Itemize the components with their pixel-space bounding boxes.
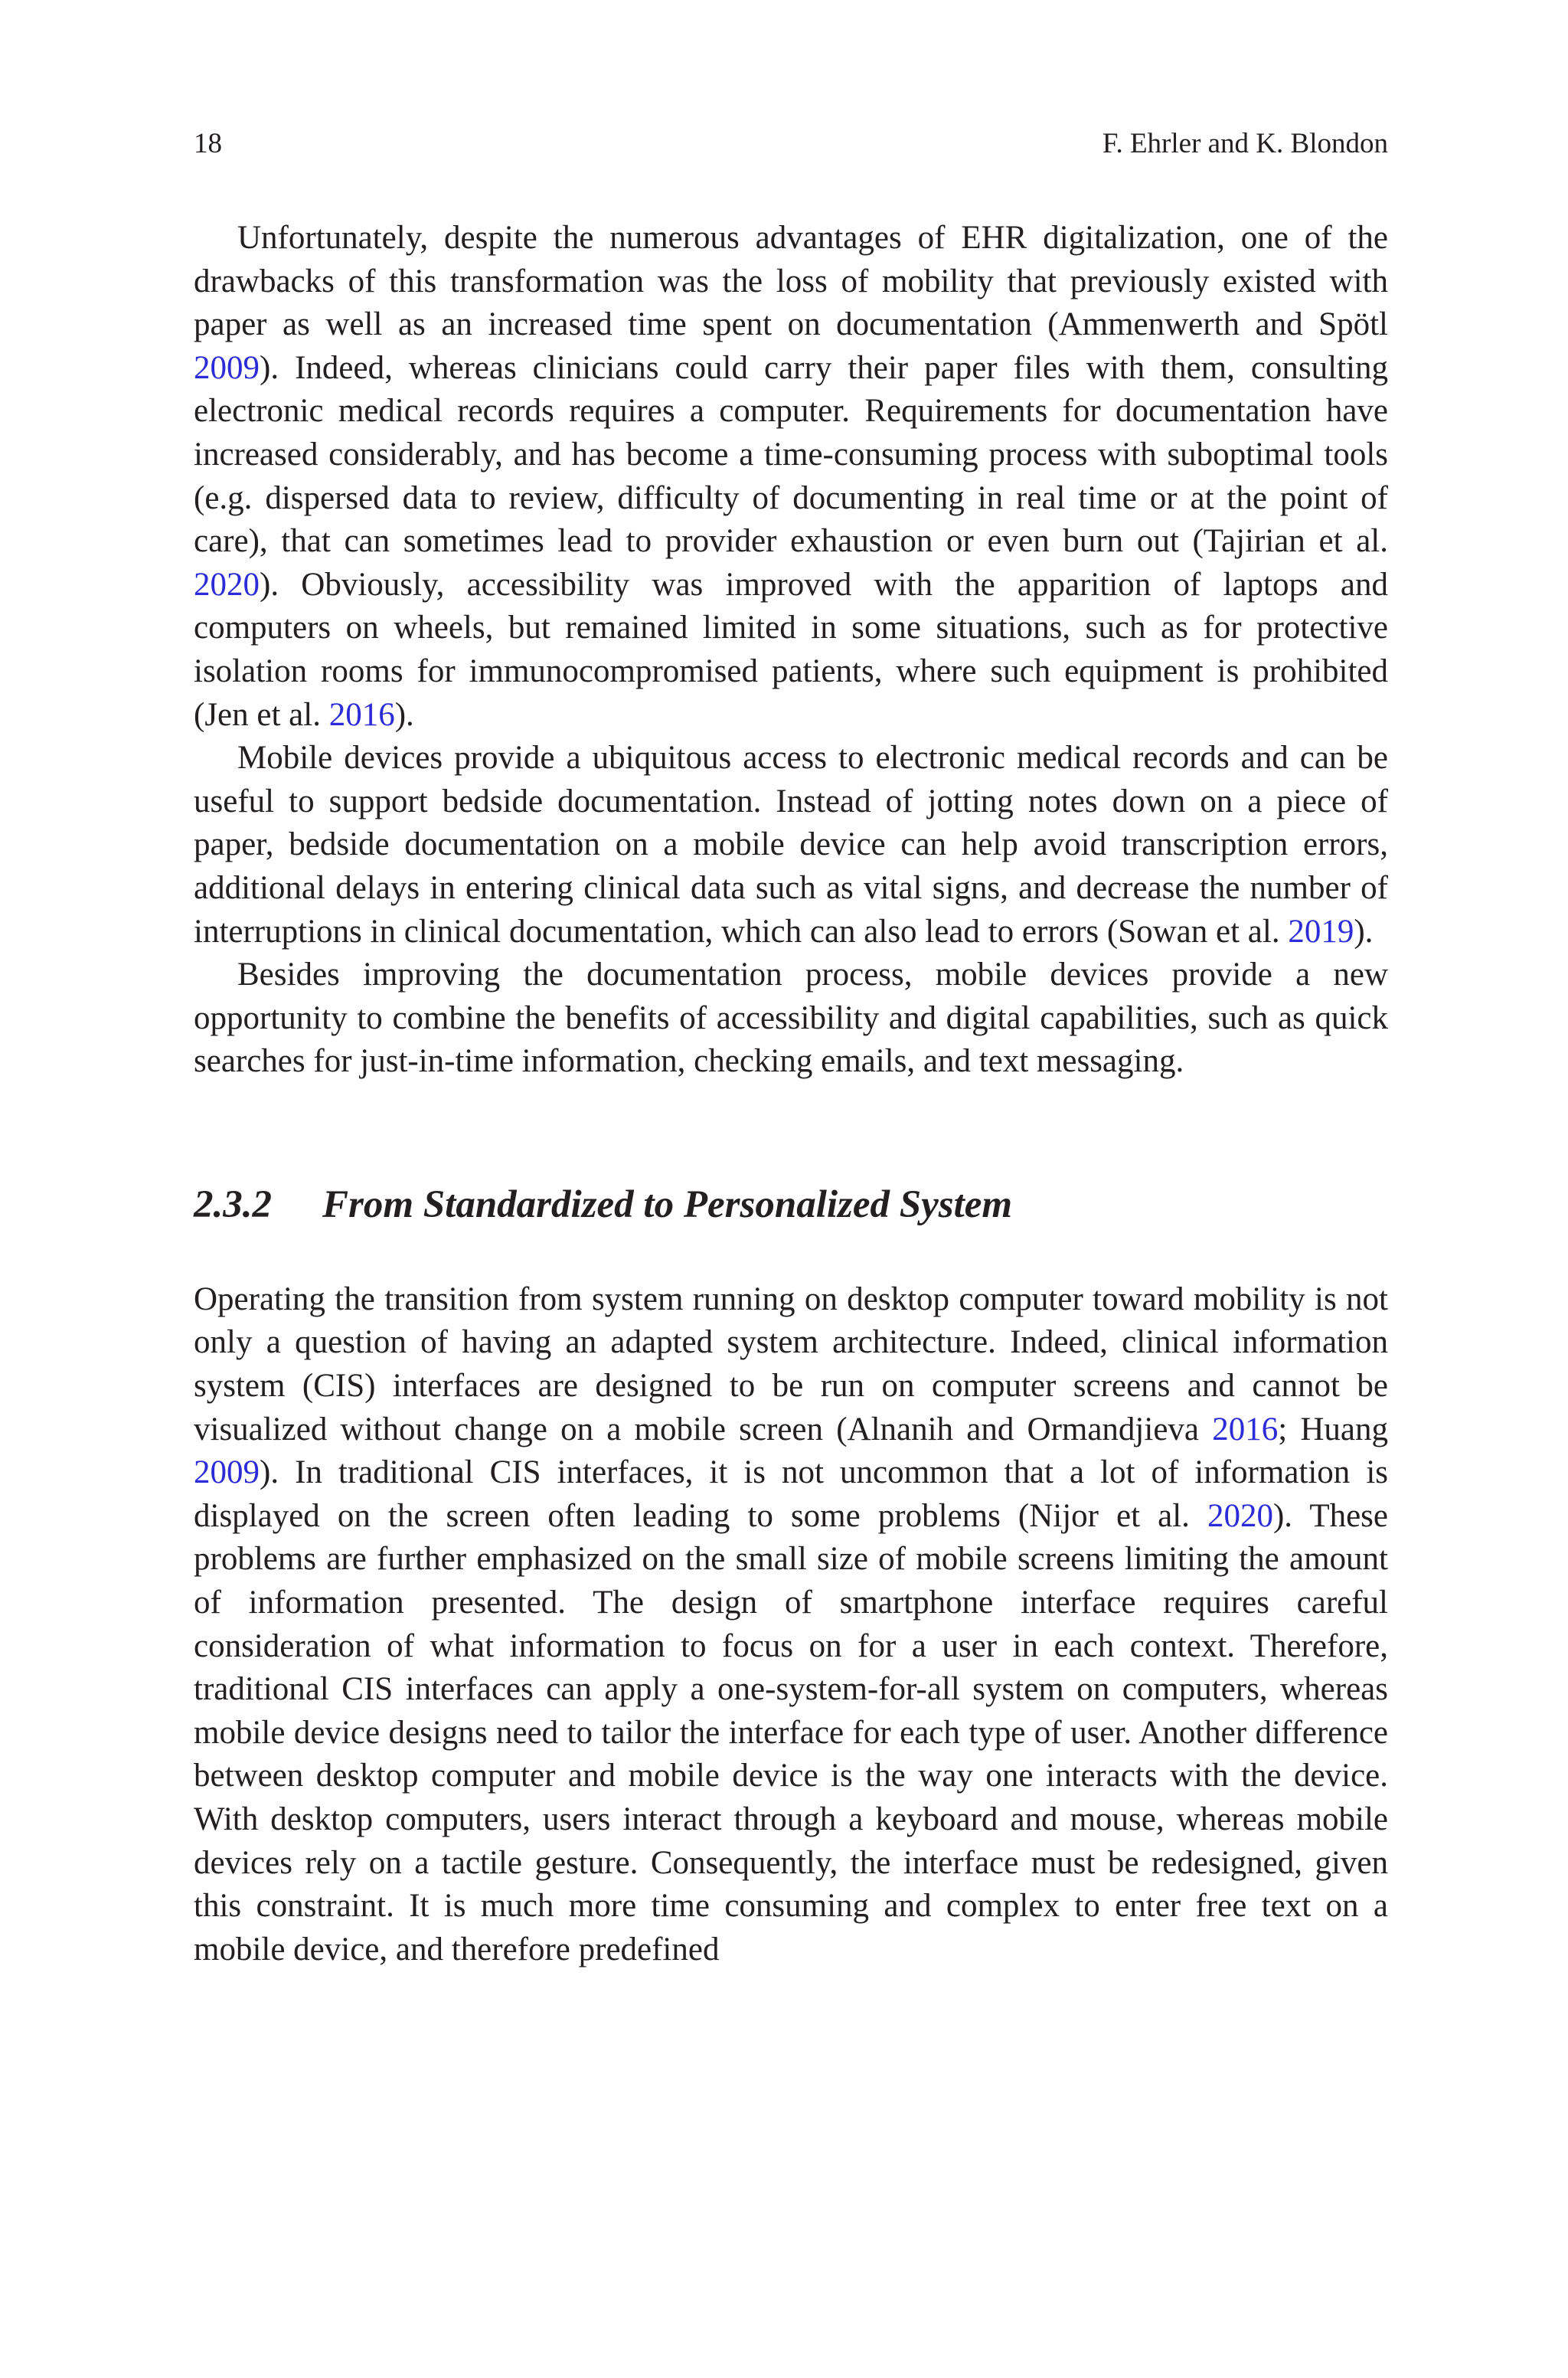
paragraph-text: ). In traditional CIS interfaces, it is not uncommon that a lot of information is displayed on the screen often leading to some problems (Nijor et al.: [194, 1454, 1388, 1534]
paragraph-text: Mobile devices provide a ubiquitous access to electronic medical records and can be useful to support bedside documentation. Instead of jotting notes down on a piece of paper, bedside documentation on a mobile device can help avoid transcription errors, additional delays in entering clinical data such as vital signs, and decrease the number of interruptions in clinical documentation, which can also lead to errors (Sowan et al.: [194, 740, 1388, 950]
citation-link-sowan-2019[interactable]: 2019: [1288, 913, 1354, 950]
citation-link-jen-2016[interactable]: 2016: [328, 696, 395, 733]
citation-link-tajirian-2020[interactable]: 2020: [194, 566, 260, 603]
paragraph-text: ).: [394, 696, 414, 733]
body-text: [194, 217, 1388, 1971]
paragraph-text: Besides improving the documentation process, mobile devices provide a new opportunity to combine the benefits of accessibility and digital capabilities, such as quick searches for just-in-time information, checking emails, and text messaging.: [194, 957, 1388, 1080]
running-head-authors: F. Ehrler and K. Blondon: [1102, 128, 1388, 159]
paragraph-documentation-benefits: [194, 953, 1388, 1084]
paragraph-ehr-drawbacks: [194, 217, 1388, 737]
citation-link-alnanih-2016[interactable]: 2016: [1212, 1411, 1279, 1447]
citation-link-huang-2009[interactable]: 2009: [194, 1454, 260, 1491]
section-heading: [194, 1182, 1388, 1228]
citation-link-ammenwerth-2009[interactable]: 2009: [194, 349, 260, 386]
paragraph-mobile-access: [194, 737, 1388, 953]
paragraph-text: ; Huang: [1278, 1411, 1388, 1447]
paragraph-text: ). These problems are further emphasized on the small size of mobile screens limiting the amount of information presented. The design of smartphone interface requires careful consideration of what information to focus on for a user in each context. Therefore, traditional CIS interfaces can apply a one-system-for-all system on computers, whereas mobile device designs need to tailor the interface for each type of user. Another difference between desktop computer and mobile device is the way one interacts with the device. With desktop computers, users interact through a keyboard and mouse, whereas mobile devices rely on a tactile gesture. Consequently, the interface must be redesigned, given this constraint. It is much more time consuming and complex to enter free text on a mobile device, and therefore predefined: [194, 1497, 1388, 1967]
page-number: 18: [194, 128, 222, 159]
paragraph-cis-transition: [194, 1278, 1388, 1972]
paragraph-text: ).: [1354, 913, 1374, 950]
paragraph-text: ). Obviously, accessibility was improved with the apparition of laptops and computers on wheels, but remained limited in some situations, such as for protective isolation rooms for immunocompromised patients, where such equipment is prohibited (Jen et al.: [194, 566, 1388, 733]
paragraph-text: Operating the transition from system running on desktop computer toward mobility is not only a question of having an adapted system architecture. Indeed, clinical information system (CIS) interfaces are designed to be run on computer screens and cannot be visualized without change on a mobile screen (Alnanih and Ormandjieva: [194, 1281, 1388, 1447]
section-title: From Standardized to Personalized System: [322, 1182, 1013, 1226]
paragraph-text: ). Indeed, whereas clinicians could carry their paper files with them, consulting electronic medical records requires a computer. Requirements for documentation have increased considerably, and has become a time-consuming process with suboptimal tools (e.g. dispersed data to review, difficulty of documenting in real time or at the point of care), that can sometimes lead to provider exhaustion or even burn out (Tajirian et al.: [194, 349, 1388, 560]
running-header: [194, 127, 1388, 161]
paragraph-text: Unfortunately, despite the numerous advantages of EHR digitalization, one of the drawbacks of this transformation was the loss of mobility that previously existed with paper as well as an increased time spent on documentation (Ammenwerth and Spötl: [194, 220, 1388, 343]
citation-link-nijor-2020[interactable]: 2020: [1207, 1497, 1273, 1534]
section-number: 2.3.2: [194, 1182, 272, 1226]
